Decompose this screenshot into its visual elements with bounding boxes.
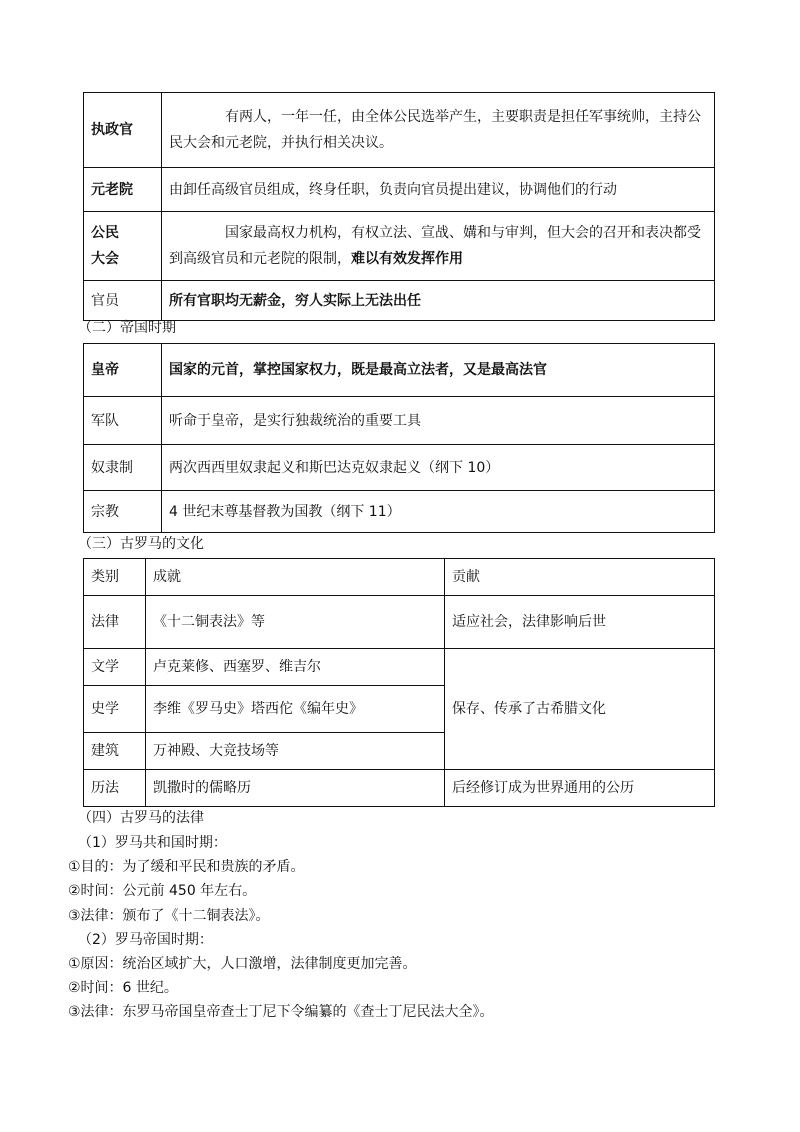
law-empire-title: （2）罗马帝国时期： xyxy=(78,932,213,948)
cell-achievement: 《十二铜表法》等 xyxy=(146,596,445,649)
row-text xyxy=(162,212,715,281)
cell-achievement: 凯撒时的儒略历 xyxy=(146,770,445,807)
cell-category: 法律 xyxy=(84,596,146,649)
row-label: 皇帝 xyxy=(84,344,162,397)
row-label xyxy=(84,212,162,281)
table-empire xyxy=(83,343,715,533)
law-republic-item: ②时间：公元前 450 年左右。 xyxy=(68,883,257,899)
law-empire-item: ①原因：统治区域扩大，人口激增，法律制度更加完善。 xyxy=(68,956,417,972)
section-title-culture: （三）古罗马的文化 xyxy=(78,536,204,552)
cell-achievement: 万神殿、大竞技场等 xyxy=(146,733,445,770)
table-row xyxy=(84,770,715,807)
row-text: 听命于皇帝，是实行独裁统治的重要工具 xyxy=(162,397,715,445)
cell-achievement: 卢克莱修、西塞罗、维吉尔 xyxy=(146,649,445,686)
table-row xyxy=(84,649,715,686)
row-label: 宗教 xyxy=(84,491,162,533)
cell-category: 建筑 xyxy=(84,733,146,770)
header-category: 类别 xyxy=(84,559,146,596)
table-header-row xyxy=(84,559,715,596)
cell-contribution: 后经修订成为世界通用的公历 xyxy=(445,770,715,807)
table-row xyxy=(84,491,715,533)
row-label: 奴隶制 xyxy=(84,445,162,491)
law-republic-title: （1）罗马共和国时期： xyxy=(78,835,227,851)
table-row xyxy=(84,397,715,445)
cell-contribution: 保存、传承了古希腊文化 xyxy=(445,649,715,770)
row-text: 国家的元首，掌控国家权力，既是最高立法者，又是最高法官 xyxy=(162,344,715,397)
row-text: 两次西西里奴隶起义和斯巴达克奴隶起义（纲下 10） xyxy=(162,445,715,491)
row-label: 军队 xyxy=(84,397,162,445)
cell-achievement: 李维《罗马史》塔西佗《编年史》 xyxy=(146,686,445,733)
row-text: 由卸任高级官员组成，终身任职，负责向官员提出建议，协调他们的行动 xyxy=(162,168,715,212)
row-label-line1: 公民 xyxy=(91,225,119,241)
row-label-line2: 大会 xyxy=(91,251,119,267)
table-row xyxy=(84,212,715,281)
row-text: 4 世纪末尊基督教为国教（纲下 11） xyxy=(162,491,715,533)
table-row xyxy=(84,445,715,491)
section-title-law: （四）古罗马的法律 xyxy=(78,810,204,826)
law-republic-item: ③法律：颁布了《十二铜表法》。 xyxy=(68,908,270,924)
cell-category: 历法 xyxy=(84,770,146,807)
row-label: 元老院 xyxy=(84,168,162,212)
cell-category: 史学 xyxy=(84,686,146,733)
header-contribution: 贡献 xyxy=(445,559,715,596)
row-text-plain: 国家最高权力机构，有权立法、宣战、媾和与审判，但大会的召开和表决都受到高级官员和元老院的限制， xyxy=(169,225,701,267)
table-republic-institutions xyxy=(83,92,715,321)
row-label: 官员 xyxy=(84,281,162,321)
table-row xyxy=(84,344,715,397)
header-achievement: 成就 xyxy=(146,559,445,596)
section-title-empire: （二）帝国时期 xyxy=(78,320,176,336)
table-row xyxy=(84,93,715,168)
table-row xyxy=(84,168,715,212)
law-empire-item: ③法律：东罗马帝国皇帝查士丁尼下令编纂的《查士丁尼民法大全》。 xyxy=(68,1004,494,1020)
cell-category: 文学 xyxy=(84,649,146,686)
table-row xyxy=(84,281,715,321)
table-culture xyxy=(83,558,715,807)
cell-contribution: 适应社会，法律影响后世 xyxy=(445,596,715,649)
row-text: 有两人，一年一任，由全体公民选举产生，主要职责是担任军事统帅，主持公民大会和元老院，并执行相关决议。 xyxy=(162,93,715,168)
row-label: 执政官 xyxy=(84,93,162,168)
law-empire-item: ②时间：6 世纪。 xyxy=(68,980,178,996)
law-republic-item: ①目的：为了缓和平民和贵族的矛盾。 xyxy=(68,859,305,875)
table-row xyxy=(84,596,715,649)
row-text: 所有官职均无薪金，穷人实际上无法出任 xyxy=(162,281,715,321)
row-text-bold: 难以有效发挥作用 xyxy=(351,251,463,267)
